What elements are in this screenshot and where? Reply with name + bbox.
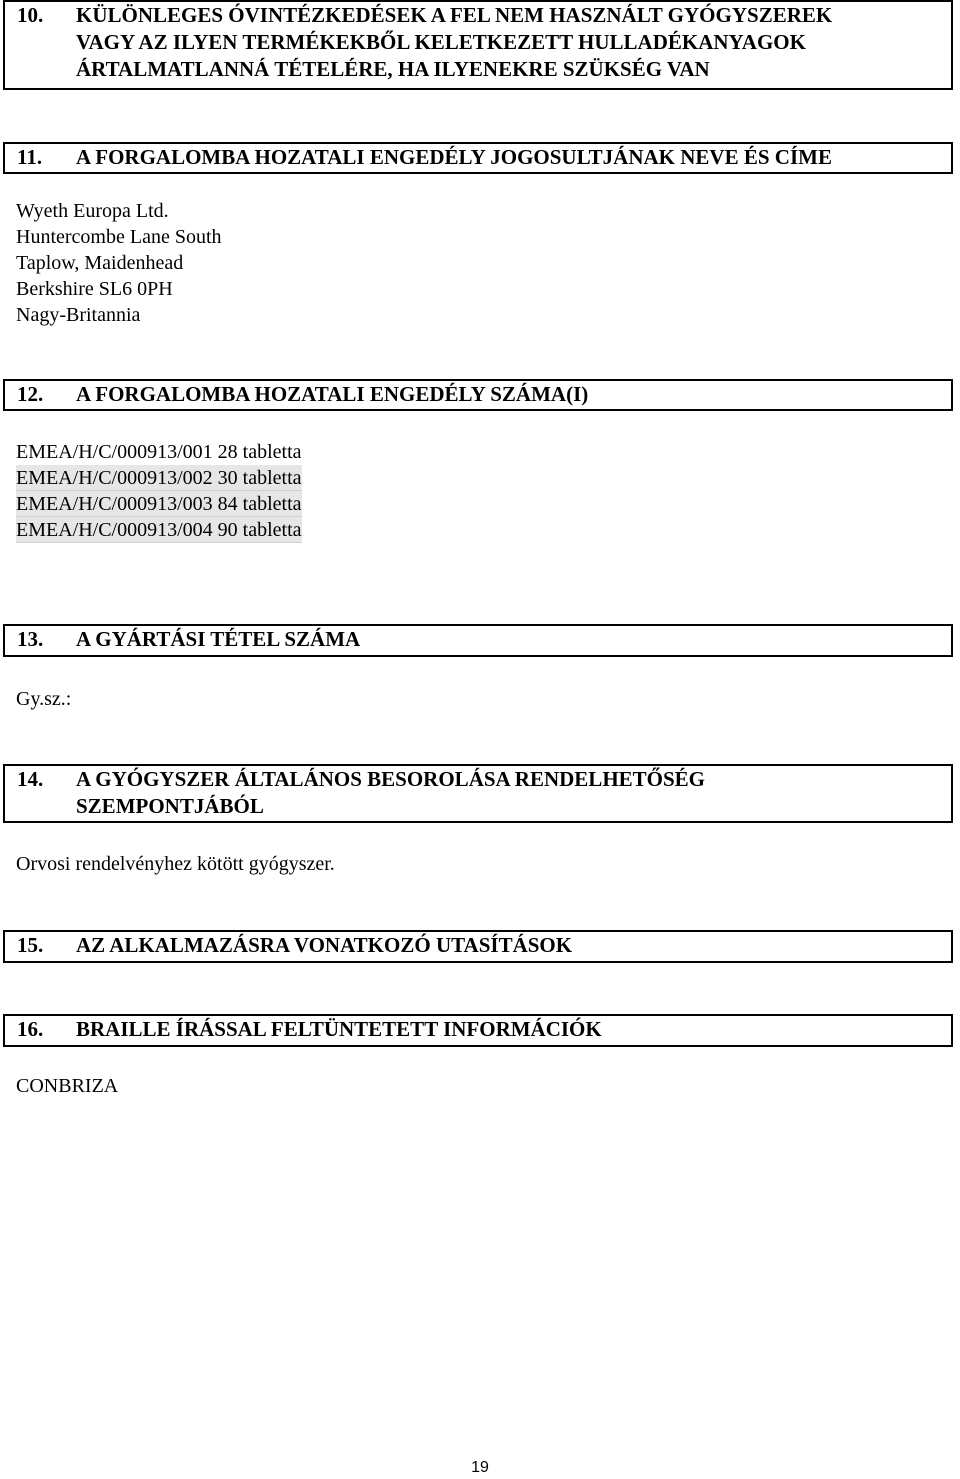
section-title bbox=[76, 1016, 945, 1043]
section-12-body bbox=[16, 439, 302, 543]
section-number: 10. bbox=[17, 3, 44, 27]
section-14-body bbox=[16, 851, 335, 877]
section-title bbox=[76, 144, 945, 171]
section-16-body bbox=[16, 1073, 118, 1099]
section-number: 11. bbox=[17, 145, 43, 169]
address-line: Wyeth Europa Ltd. bbox=[16, 200, 169, 222]
section-title-line: VAGY AZ ILYEN TERMÉKEKBŐL KELETKEZETT HULLADÉKANYAGOK bbox=[76, 30, 806, 54]
section-11-body bbox=[16, 198, 222, 328]
section-title bbox=[76, 932, 945, 959]
section-number: 15. bbox=[17, 933, 44, 957]
section-title bbox=[76, 2, 945, 83]
section-number: 12. bbox=[17, 382, 44, 406]
section-10-header bbox=[3, 0, 953, 90]
section-title-line: A FORGALOMBA HOZATALI ENGEDÉLY JOGOSULTJÁNAK NEVE ÉS CÍME bbox=[76, 145, 832, 169]
section-title-line: A FORGALOMBA HOZATALI ENGEDÉLY SZÁMA(I) bbox=[76, 382, 589, 406]
section-11-header bbox=[3, 142, 953, 174]
section-title bbox=[76, 766, 945, 820]
authorisation-number: EMEA/H/C/000913/001 28 tabletta bbox=[16, 441, 302, 463]
section-title-line: BRAILLE ÍRÁSSAL FELTÜNTETETT INFORMÁCIÓK bbox=[76, 1017, 602, 1041]
section-title-line: SZEMPONTJÁBÓL bbox=[76, 794, 264, 818]
section-16-header bbox=[3, 1014, 953, 1047]
batch-number-label: Gy.sz.: bbox=[16, 688, 72, 710]
section-title-line: ÁRTALMATLANNÁ TÉTELÉRE, HA ILYENEKRE SZÜKSÉG VAN bbox=[76, 57, 710, 81]
address-line: Taplow, Maidenhead bbox=[16, 252, 184, 274]
section-title-line: A GYÓGYSZER ÁLTALÁNOS BESOROLÁSA RENDELHETŐSÉG bbox=[76, 767, 706, 791]
section-number: 14. bbox=[17, 767, 44, 791]
classification-text: Orvosi rendelvényhez kötött gyógyszer. bbox=[16, 853, 335, 875]
section-number: 16. bbox=[17, 1017, 44, 1041]
authorisation-number: EMEA/H/C/000913/002 30 tabletta bbox=[16, 467, 302, 489]
authorisation-number: EMEA/H/C/000913/003 84 tabletta bbox=[16, 493, 302, 515]
section-title-line: A GYÁRTÁSI TÉTEL SZÁMA bbox=[76, 627, 361, 651]
section-13-body bbox=[16, 686, 71, 712]
page-number: 19 bbox=[471, 1459, 489, 1476]
section-15-header bbox=[3, 930, 953, 963]
address-line: Berkshire SL6 0PH bbox=[16, 278, 173, 300]
section-title bbox=[76, 626, 945, 653]
address-line: Huntercombe Lane South bbox=[16, 226, 222, 248]
section-title bbox=[76, 381, 945, 408]
section-number: 13. bbox=[17, 627, 44, 651]
section-12-header bbox=[3, 379, 953, 411]
section-13-header bbox=[3, 624, 953, 657]
section-title-line: KÜLÖNLEGES ÓVINTÉZKEDÉSEK A FEL NEM HASZNÁLT GYÓGYSZEREK bbox=[76, 3, 833, 27]
braille-text: CONBRIZA bbox=[16, 1075, 119, 1097]
address-line: Nagy-Britannia bbox=[16, 304, 141, 326]
authorisation-number: EMEA/H/C/000913/004 90 tabletta bbox=[16, 519, 302, 541]
section-title-line: AZ ALKALMAZÁSRA VONATKOZÓ UTASÍTÁSOK bbox=[76, 933, 573, 957]
section-14-header bbox=[3, 764, 953, 823]
